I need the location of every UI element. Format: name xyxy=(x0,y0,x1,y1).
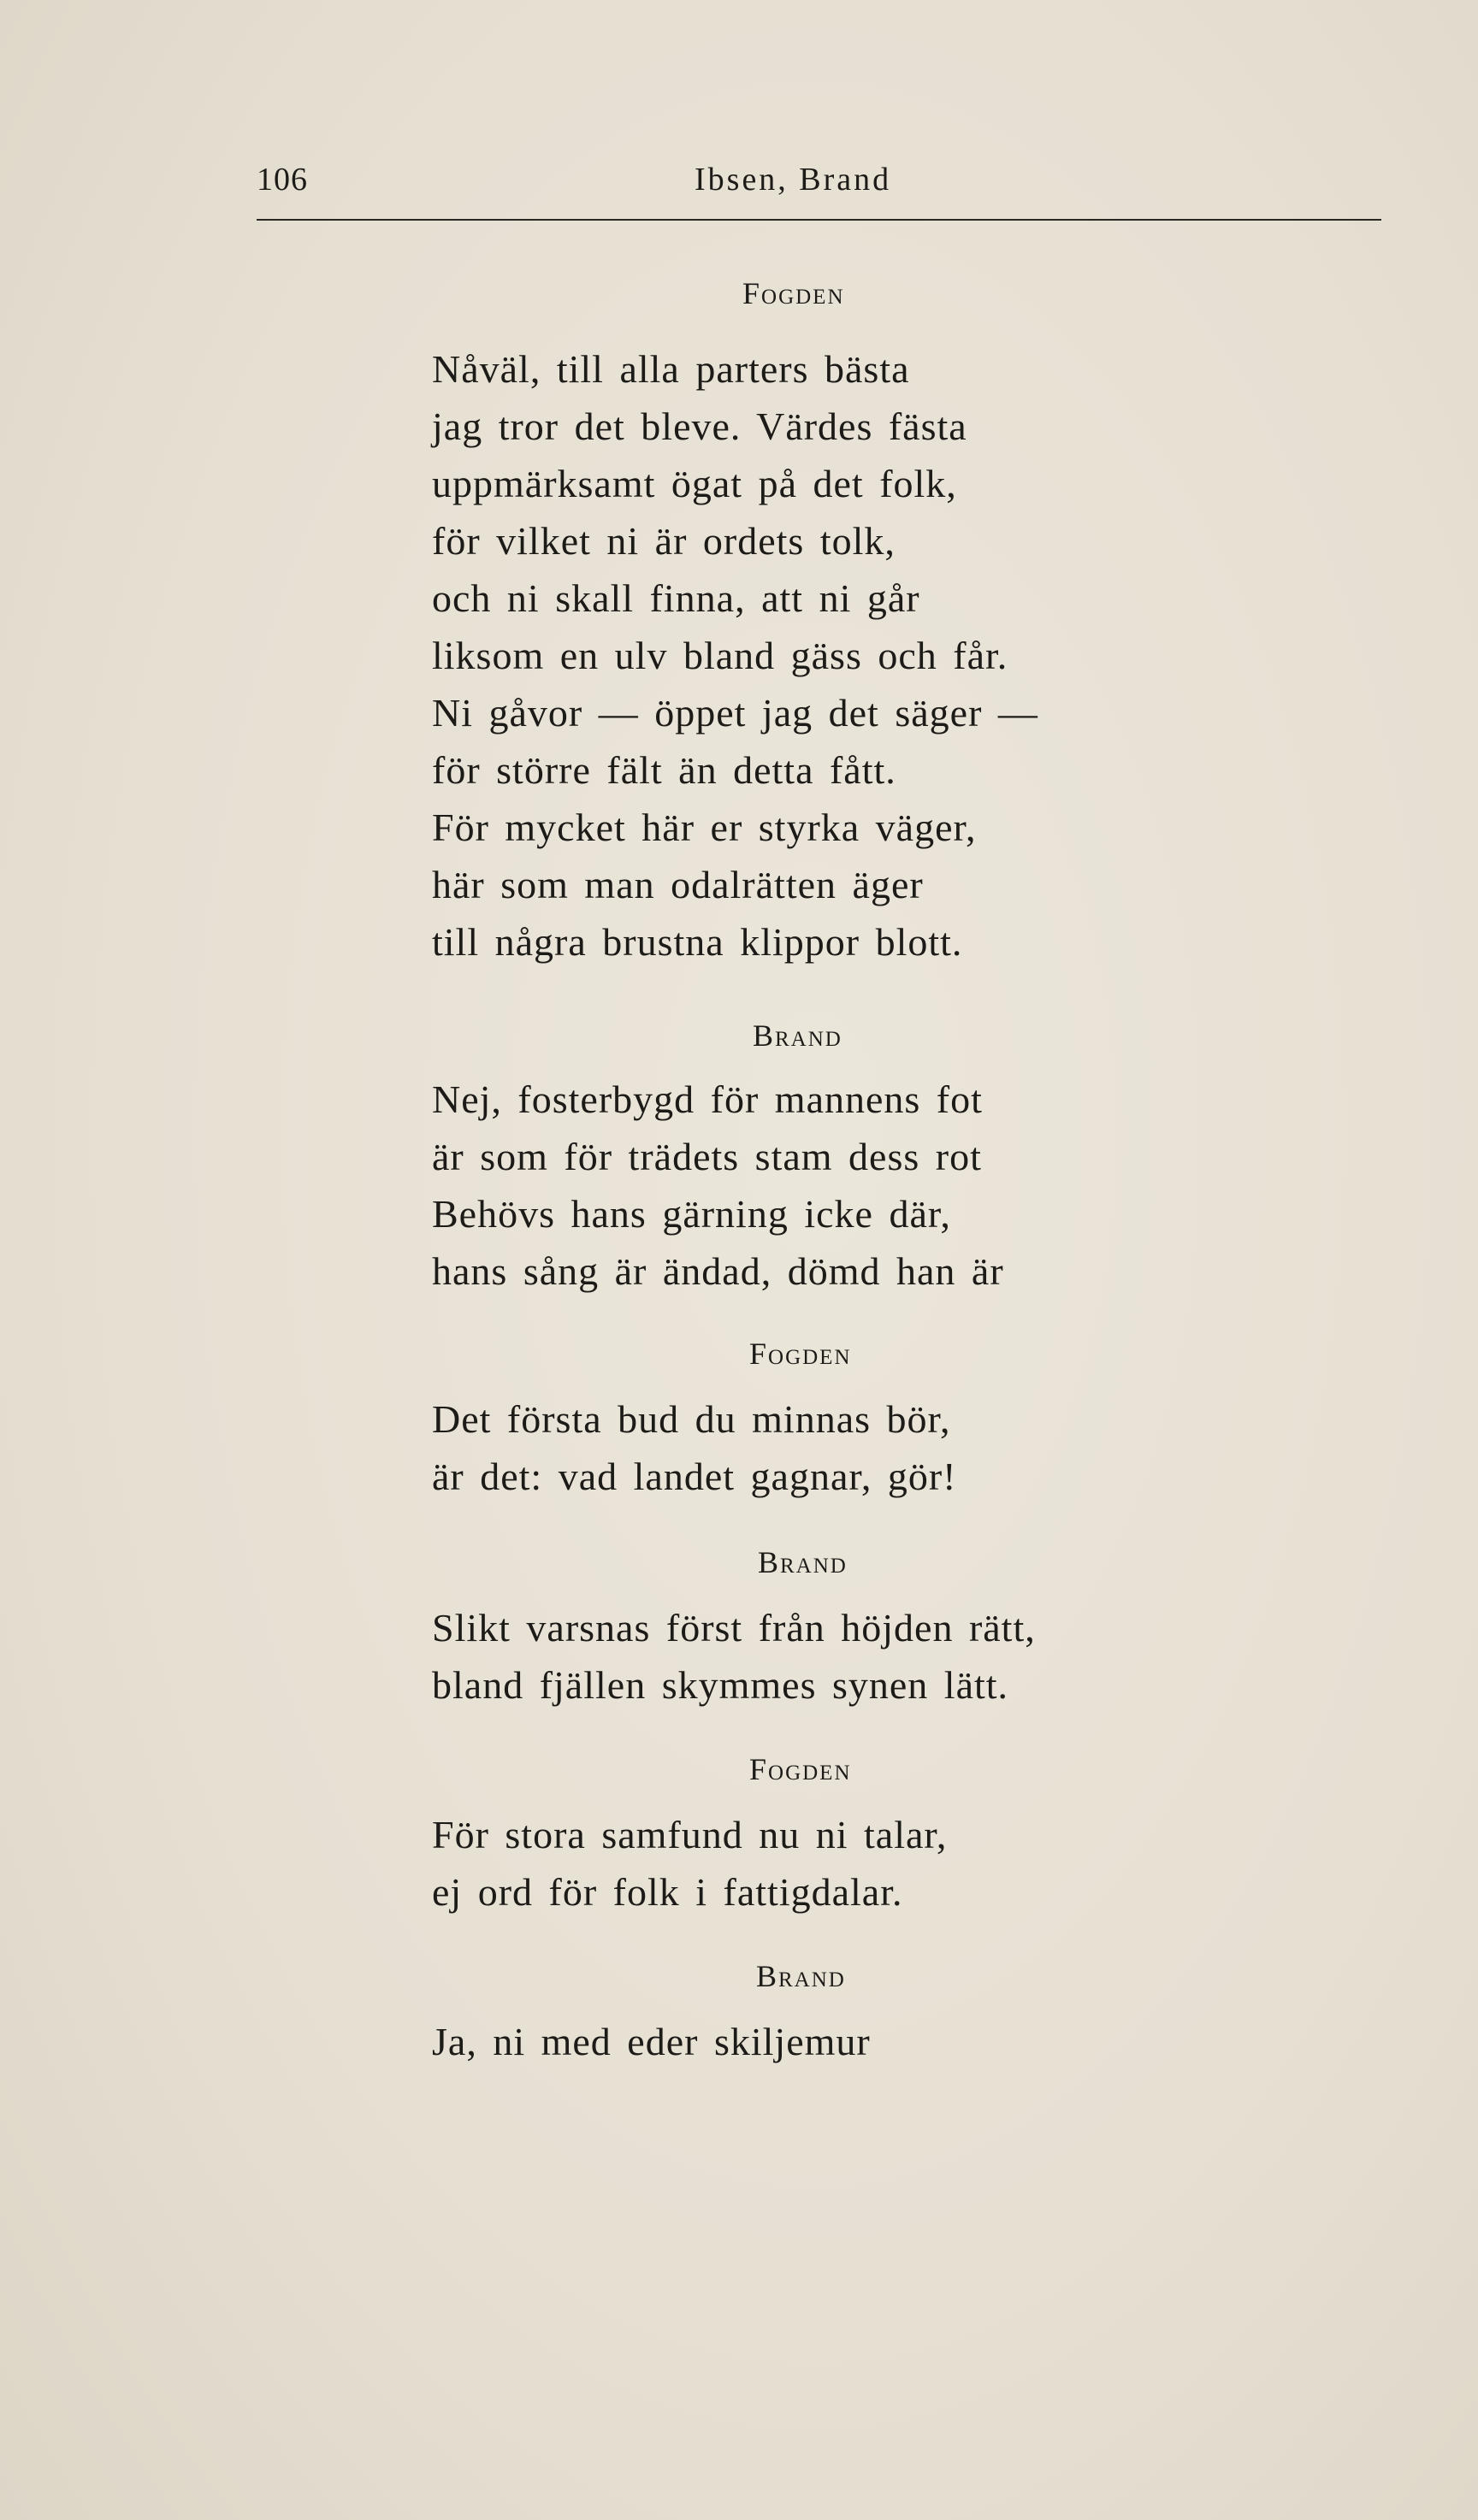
page-number: 106 xyxy=(257,162,308,198)
verse-line: och ni skall finna, att ni går xyxy=(432,576,920,620)
speaker-name: Brand xyxy=(756,1959,846,1993)
speaker-name: Fogden xyxy=(749,1337,852,1371)
verse-line: till några brustna klippor blott. xyxy=(432,920,963,964)
verse-line: Nej, fosterbygd för mannens fot xyxy=(432,1077,983,1121)
verse-stanza xyxy=(432,1071,1004,1300)
verse-line: Behövs hans gärning icke där, xyxy=(432,1192,951,1236)
verse-line: för större fält än detta fått. xyxy=(432,748,896,792)
verse-line: Ni gåvor — öppet jag det säger — xyxy=(432,691,1038,735)
verse-line: Nåväl, till alla parters bästa xyxy=(432,347,910,391)
verse-line: Det första bud du minnas bör, xyxy=(432,1397,951,1441)
verse-line: För mycket här er styrka väger, xyxy=(432,806,977,849)
speaker-name: Fogden xyxy=(749,1752,852,1786)
verse-line: här som man odalrätten äger xyxy=(432,863,924,906)
verse-line: liksom en ulv bland gäss och får. xyxy=(432,634,1008,677)
verse-line: Ja, ni med eder skiljemur xyxy=(432,2020,871,2063)
verse-stanza xyxy=(432,340,1038,971)
verse-line: Slikt varsnas först från höjden rätt, xyxy=(432,1606,1036,1650)
page-header xyxy=(257,161,1381,205)
verse-line: uppmärksamt ögat på det folk, xyxy=(432,462,957,505)
verse-line: För stora samfund nu ni talar, xyxy=(432,1813,948,1856)
verse-stanza xyxy=(432,1599,1036,1714)
verse-line: jag tror det bleve. Värdes fästa xyxy=(432,404,967,448)
speaker-name: Brand xyxy=(758,1545,848,1579)
verse-line: för vilket ni är ordets tolk, xyxy=(432,519,896,563)
verse-line: ej ord för folk i fattigdalar. xyxy=(432,1870,903,1914)
verse-line: bland fjällen skymmes synen lätt. xyxy=(432,1663,1009,1707)
speaker-name: Brand xyxy=(753,1018,842,1053)
verse-stanza xyxy=(432,1390,956,1505)
header-rule xyxy=(257,219,1381,221)
verse-line: hans sång är ändad, dömd han är xyxy=(432,1249,1004,1293)
verse-line: är som för trädets stam dess rot xyxy=(432,1135,982,1178)
verse-stanza xyxy=(432,1806,947,1921)
running-title: Ibsen, Brand xyxy=(695,162,892,198)
speaker-name: Fogden xyxy=(742,276,845,310)
verse-stanza xyxy=(432,2013,871,2070)
verse-line: är det: vad landet gagnar, gör! xyxy=(432,1455,957,1498)
